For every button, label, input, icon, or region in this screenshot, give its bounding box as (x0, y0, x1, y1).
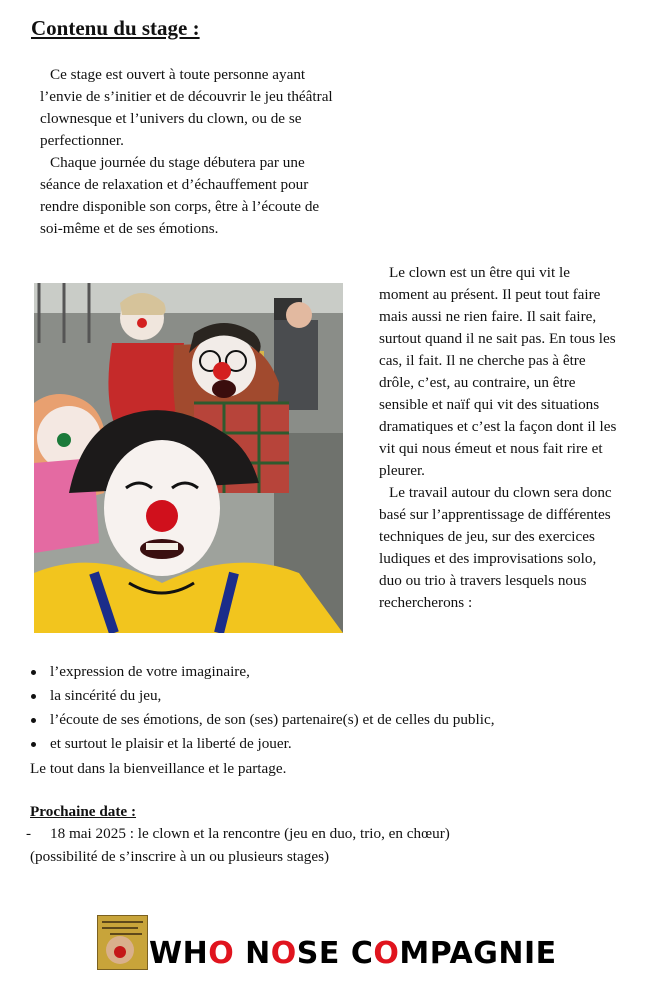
intro-text (40, 64, 340, 240)
next-date-note: (possibilité de s’inscrire à un ou plusieurs stages) (30, 848, 330, 865)
dash-marker: - (26, 825, 32, 842)
clown-nose-logo-icon (98, 916, 147, 969)
next-date-text: 18 mai 2025 : le clown et la rencontre (jeu en duo, trio, en chœur) (50, 825, 450, 842)
company-logo (97, 915, 148, 970)
next-date-item (26, 822, 450, 846)
list-item: l’expression de votre imaginaire, (30, 660, 630, 684)
right-paragraph-2: Le travail autour du clown sera donc basé sur l’apprentissage de différentes techniques de jeu, sur des exercices ludiques et des improvisations solo, duo ou trio à travers lesquels nous rechercherons : (379, 484, 612, 611)
list-item: l’écoute de ses émotions, de son (ses) partenaire(s) et de celles du public, (30, 708, 630, 732)
goals-list (30, 660, 630, 756)
right-paragraph-1: Le clown est un être qui vit le moment au présent. Il peut tout faire mais aussi ne rien faire. Il sait faire, surtout quand il ne sait pas. En tous les cas, il fait. Il ne cherche pas à être drôle, c’est, au contraire, un être sensible et naïf qui vit des situations dramatiques et c’est la façon dont il les vit qui nous émeut et nous fait rire et pleurer. (379, 264, 617, 479)
list-item: et surtout le plaisir et la liberté de jouer. (30, 732, 630, 756)
intro-paragraph-2: Chaque journée du stage débutera par une séance de relaxation et d’échauffement pour rendre disponible son corps, être à l’écoute de soi-même et de ses émotions. (40, 154, 320, 237)
company-name: WHO NOSE COMPAGNIE (149, 936, 557, 971)
group-clowns-photo-icon (34, 283, 343, 633)
closing-text: Le tout dans la bienveillance et le partage. (30, 760, 287, 777)
clown-description (379, 262, 619, 614)
intro-paragraph-1: Ce stage est ouvert à toute personne ayant l’envie de s’initier et de découvrir le jeu théâtral clownesque et l’univers du clown, ou de se perfectionner. (40, 66, 333, 149)
next-date-title: Prochaine date : (30, 803, 137, 820)
clowns-photo (34, 283, 343, 633)
page-title: Contenu du stage : (31, 16, 200, 40)
list-item: la sincérité du jeu, (30, 684, 630, 708)
